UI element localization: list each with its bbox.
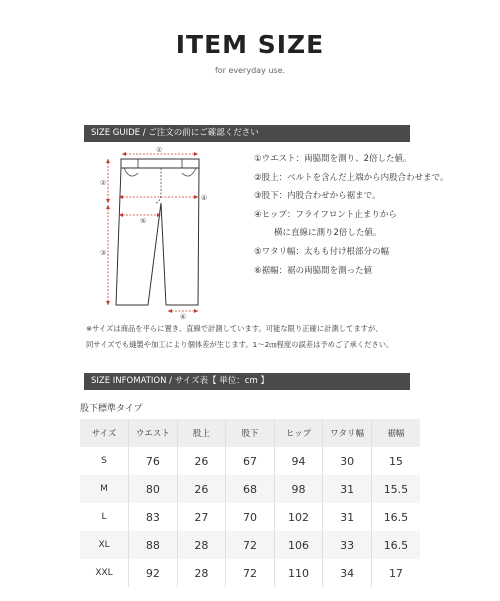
pants-diagram bbox=[86, 145, 226, 320]
cell-waist: 76 bbox=[129, 447, 178, 475]
col-rise: 股上 bbox=[177, 419, 226, 447]
cell-hip: 98 bbox=[274, 475, 323, 503]
footnote-line-2: 同サイズでも縫製や加工により個体差が生じます。1〜2㎝程度の誤差は予めご了承ください。 bbox=[86, 340, 394, 349]
table-row bbox=[80, 531, 420, 559]
cell-waist: 83 bbox=[129, 503, 178, 531]
label-inseam: ③ bbox=[100, 249, 107, 257]
label-rise: ② bbox=[100, 179, 107, 187]
cell-waist: 80 bbox=[129, 475, 178, 503]
page-title: ITEM SIZE bbox=[175, 30, 325, 59]
label-hem: ⑥ bbox=[180, 313, 187, 320]
cell-rise: 28 bbox=[177, 559, 226, 587]
cell-rise: 28 bbox=[177, 531, 226, 559]
cell-thigh: 31 bbox=[323, 503, 372, 531]
label-waist: ① bbox=[156, 146, 163, 154]
cell-hip: 110 bbox=[274, 559, 323, 587]
col-size: サイズ bbox=[80, 419, 129, 447]
col-waist: ウエスト bbox=[129, 419, 178, 447]
size-guide-bar: SIZE GUIDE / ご注文の前にご確認ください bbox=[84, 125, 410, 142]
cell-inseam: 70 bbox=[226, 503, 275, 531]
cell-rise: 27 bbox=[177, 503, 226, 531]
col-hip: ヒップ bbox=[274, 419, 323, 447]
cell-hem: 16.5 bbox=[371, 531, 420, 559]
cell-thigh: 31 bbox=[323, 475, 372, 503]
cell-size: XL bbox=[80, 531, 129, 559]
cell-inseam: 68 bbox=[226, 475, 275, 503]
table-row bbox=[80, 475, 420, 503]
cell-hem: 17 bbox=[388, 566, 403, 580]
size-table bbox=[80, 419, 420, 587]
cell-size: M bbox=[80, 475, 129, 503]
label-thigh: ⑤ bbox=[140, 217, 147, 225]
cell-hip: 106 bbox=[274, 531, 323, 559]
page-subtitle: for everyday use. bbox=[214, 66, 286, 75]
cell-hem: 16.5 bbox=[383, 510, 409, 524]
note-thigh: ⑤ワタリ幅：太もも付け根部分の幅 bbox=[254, 246, 390, 257]
cell-inseam: 72 bbox=[226, 559, 275, 587]
col-inseam: 股下 bbox=[226, 419, 275, 447]
cell-thigh: 34 bbox=[323, 559, 372, 587]
cell-rise: 26 bbox=[177, 475, 226, 503]
note-hip: ④ヒップ：フライフロント止まりから bbox=[254, 209, 397, 220]
table-header-row bbox=[80, 419, 420, 447]
note-inseam: ③股下：内股合わせから裾まで。 bbox=[254, 191, 381, 202]
cell-size: S bbox=[80, 447, 129, 475]
label-hip: ④ bbox=[201, 194, 208, 202]
table-row bbox=[80, 447, 420, 475]
cell-waist: 88 bbox=[129, 531, 178, 559]
note-rise: ②股上：ベルトを含んだ上端から内股合わせまで。 bbox=[254, 172, 449, 183]
cell-thigh: 33 bbox=[323, 531, 372, 559]
cell-waist: 92 bbox=[129, 559, 178, 587]
cell-size: L bbox=[80, 503, 129, 531]
cell-inseam: 72 bbox=[226, 531, 275, 559]
col-thigh: ワタリ幅 bbox=[323, 419, 372, 447]
cell-hem: 15.5 bbox=[371, 475, 420, 503]
footnote bbox=[86, 321, 393, 353]
cell-hip: 94 bbox=[274, 447, 323, 475]
note-hem: ⑥裾幅：裾の両脇間を測った値 bbox=[254, 265, 373, 276]
cell-hem: 15 bbox=[388, 454, 403, 468]
cell-rise: 26 bbox=[177, 447, 226, 475]
size-info-bar: SIZE INFOMATION / サイズ表【 単位：cm 】 bbox=[84, 373, 410, 390]
cell-hip: 102 bbox=[274, 503, 323, 531]
note-hip-cont: 横に直線に測り2倍した値。 bbox=[274, 228, 382, 239]
cell-size: XXL bbox=[80, 559, 129, 587]
footnote-line-1: ※サイズは商品を平らに置き、直線で計測しています。可能な限り正確に計測してますが、 bbox=[86, 324, 383, 333]
table-row bbox=[80, 559, 420, 587]
cell-inseam: 67 bbox=[226, 447, 275, 475]
table-title: 股下標準タイプ bbox=[80, 404, 143, 414]
measurement-notes bbox=[254, 150, 448, 280]
table-row bbox=[80, 503, 420, 531]
cell-thigh: 30 bbox=[323, 447, 372, 475]
note-waist: ①ウエスト：両脇間を測り、2倍した値。 bbox=[254, 154, 412, 164]
col-hem: 裾幅 bbox=[371, 419, 420, 447]
